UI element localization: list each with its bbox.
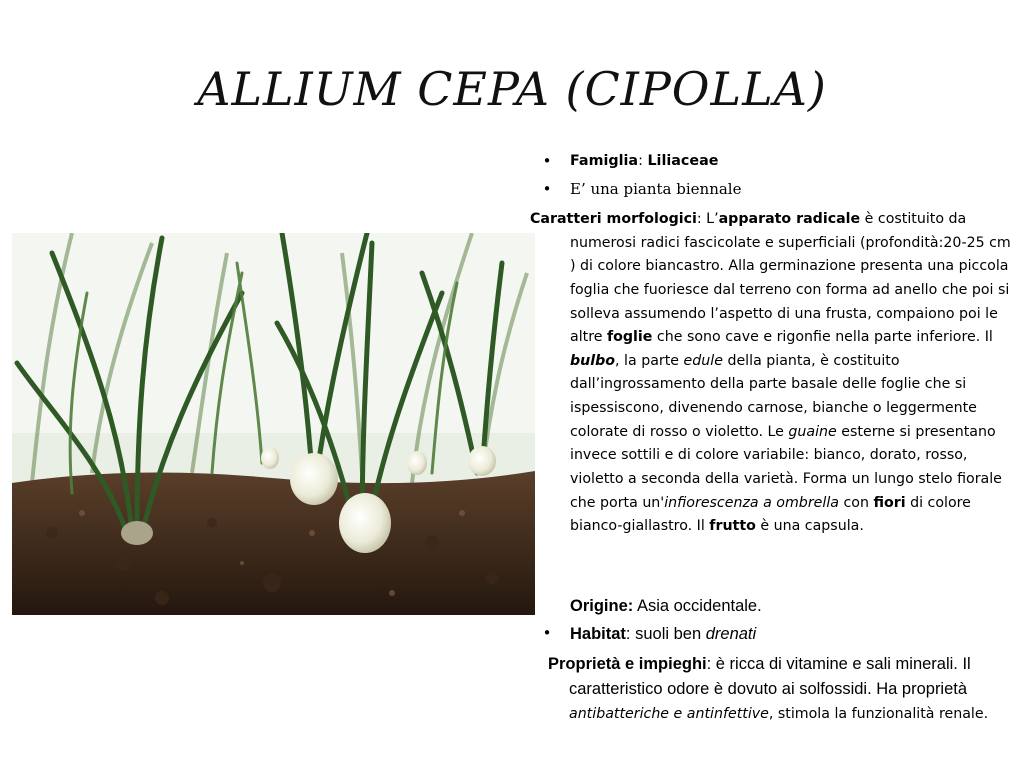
- fiori-term: fiori: [873, 494, 906, 511]
- origine-line: [570, 594, 762, 618]
- habitat-label: Habitat: [570, 625, 626, 643]
- pianta-line: E’ una pianta biennale: [570, 180, 742, 198]
- edule-term: edule: [683, 352, 723, 369]
- morfologia-text: è costituito da numerosi radici fascicolate e superficiali (profondità:20-25 cm ) di colore biancastro. Alla germinazione presenta una piccola foglia che fuoriesce dal terreno con forma ad anello che poi si solleva assumendo l’aspetto di una frusta, compaiono poi le altre: [570, 211, 1011, 346]
- onion-plants-illustration: [12, 233, 535, 615]
- habitat-value: drenati: [705, 625, 757, 643]
- habitat-sep: : suoli ben: [625, 625, 706, 643]
- proprieta-label: Proprietà e impieghi: [548, 655, 707, 673]
- morfologia-text: che sono cave e rigonfie nella parte inferiore. Il: [652, 329, 993, 346]
- foglie-term: foglie: [606, 329, 653, 346]
- onion-plants-photo: [12, 233, 535, 615]
- frutto-term: frutto: [709, 518, 756, 535]
- morfologia-text: di colore bianco-giallastro. Il: [570, 494, 971, 535]
- famiglia-label: Famiglia: [570, 153, 639, 169]
- origine-label: Origine:: [570, 597, 634, 615]
- apparato-radicale-term: apparato radicale: [718, 211, 861, 227]
- morfologia-text: è una capsula.: [755, 518, 864, 535]
- bullet-dot: •: [542, 624, 552, 642]
- morfologia-text: esterne si presentano invece sottili e di colore variabile: bianco, dorato, rosso, violetto a seconda della varietà. Forma un lungo stelo fiorale che porta un': [570, 423, 1002, 511]
- caratteri-morfologici-paragraph: [530, 208, 1016, 539]
- proprieta-text: , stimola la funzionalità renale.: [768, 706, 989, 722]
- bullet-dot: •: [542, 180, 552, 198]
- origine-value: Asia occidentale.: [633, 597, 762, 615]
- morfologia-label: Caratteri morfologici: [530, 211, 697, 227]
- guaine-term: guaine: [788, 423, 837, 440]
- proprieta-paragraph: [548, 652, 1018, 727]
- morfologia-text: con: [838, 494, 874, 511]
- proprieta-italic-text: antibatteriche e antinfettive: [569, 706, 769, 722]
- morfologia-text: : L’: [696, 211, 719, 227]
- proprieta-text: : è ricca di vitamine e sali minerali. Il caratteristico odore è dovuto ai solfossidi. Ha proprietà: [569, 655, 971, 698]
- famiglia-sep: :: [638, 153, 648, 169]
- morfologia-text: , la parte: [615, 352, 684, 369]
- slide-title: ALLIUM CEPA (CIPOLLA): [197, 62, 827, 116]
- famiglia-value: Liliaceae: [647, 153, 719, 169]
- bullet-dot: •: [542, 152, 552, 170]
- infiorescenza-term: infiorescenza a ombrella: [664, 494, 839, 511]
- bulbo-term: bulbo: [570, 352, 616, 369]
- morfologia-text: della pianta, è costituito dall’ingrossamento della parte basale delle foglie che si ispessiscono, divenendo carnose, bianche o leggermente colorate di rosso o violetto. Le: [570, 352, 977, 440]
- famiglia-line: [570, 150, 718, 174]
- habitat-line: [570, 622, 756, 646]
